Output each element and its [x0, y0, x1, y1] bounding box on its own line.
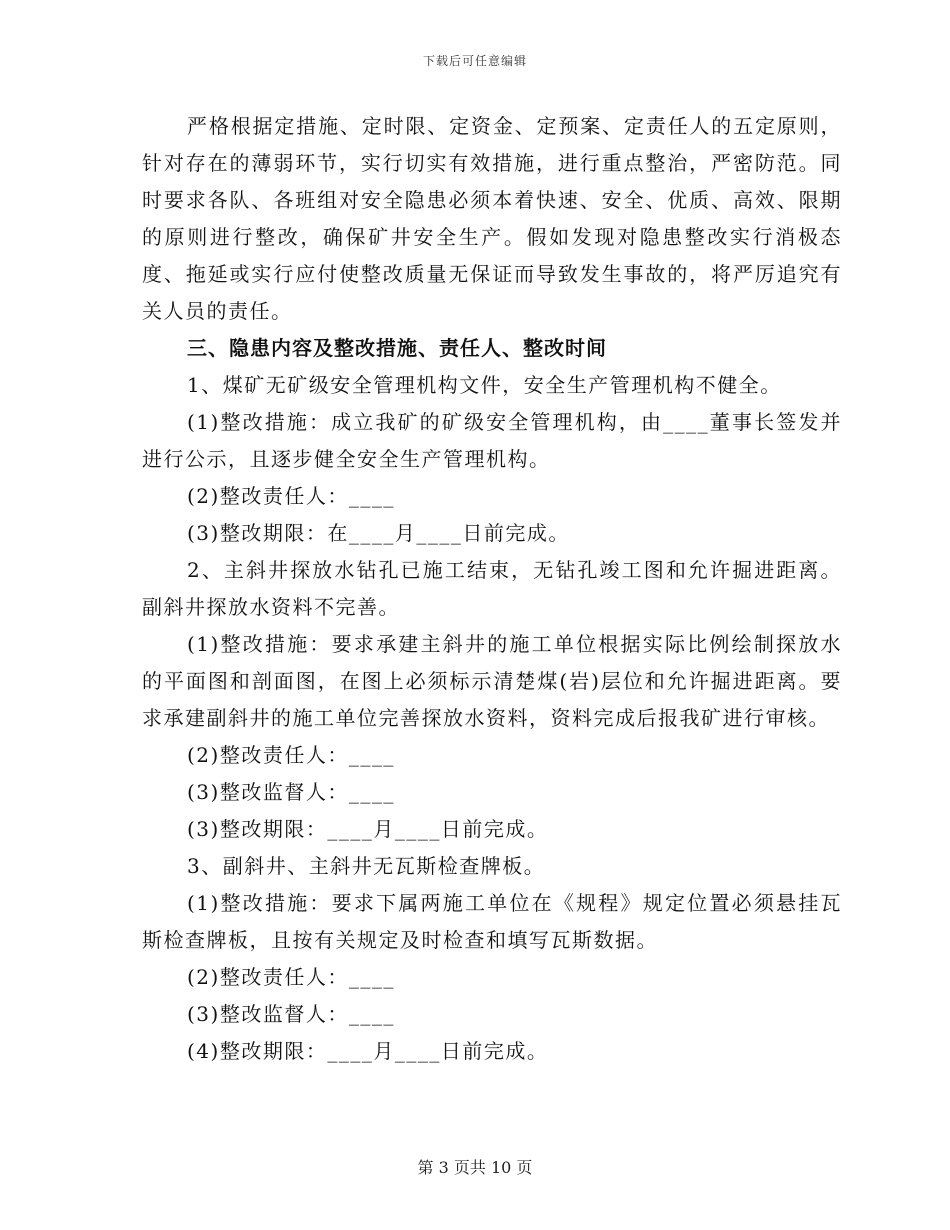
hazard-2-deadline: (3)整改期限：____月____日前完成。 — [187, 817, 549, 841]
hazard-2-measure: (1)整改措施：要求承建主斜井的施工单位根据实际比例绘制探放水的平面图和剖面图，在图上必须标示清楚煤(岩)层位和允许掘进距离。要求承建副斜井的施工单位完善探放水资料，资料完成后报我矿进行审核。 — [142, 632, 842, 730]
hazard-3-responsible: (2)整改责任人：____ — [187, 965, 395, 989]
hazard-3-measure: (1)整改措施：要求下属两施工单位在《规程》规定位置必须悬挂瓦斯检查牌板，且按有关规定及时检查和填写瓦斯数据。 — [142, 891, 842, 952]
hazard-2-title: 2、主斜井探放水钻孔已施工结束，无钻孔竣工图和允许掘进距离。副斜井探放水资料不完善。 — [142, 558, 842, 619]
hazard-1-responsible: (2)整改责任人：____ — [187, 484, 395, 508]
page-header: 下载后可任意编辑 — [422, 54, 527, 68]
hazard-2-supervisor: (3)整改监督人：____ — [187, 780, 395, 804]
document-body — [142, 108, 842, 1070]
hazard-1-measure: (1)整改措施：成立我矿的矿级安全管理机构，由____董事长签发并进行公示，且逐步健全安全生产管理机构。 — [142, 410, 842, 471]
principle-paragraph: 严格根据定措施、定时限、定资金、定预案、定责任人的五定原则，针对存在的薄弱环节，实行切实有效措施，进行重点整治，严密防范。同时要求各队、各班组对安全隐患必须本着快速、安全、优质、高效、限期的原则进行整改，确保矿井安全生产。假如发现对隐患整改实行消极态度、拖延或实行应付使整改质量无保证而导致发生事故的，将严厉追究有关人员的责任。 — [142, 114, 842, 323]
hazard-2-responsible: (2)整改责任人：____ — [187, 743, 395, 767]
hazard-3-deadline: (4)整改期限：____月____日前完成。 — [187, 1039, 549, 1063]
hazard-1-title: 1、煤矿无矿级安全管理机构文件，安全生产管理机构不健全。 — [187, 373, 782, 397]
hazard-1-deadline: (3)整改期限：在____月____日前完成。 — [187, 521, 570, 545]
page-number: 第 3 页共 10 页 — [417, 1158, 533, 1177]
section-heading: 三、隐患内容及整改措施、责任人、整改时间 — [187, 336, 607, 360]
hazard-3-title: 3、副斜井、主斜井无瓦斯检查牌板。 — [187, 854, 546, 878]
hazard-3-supervisor: (3)整改监督人：____ — [187, 1002, 395, 1026]
